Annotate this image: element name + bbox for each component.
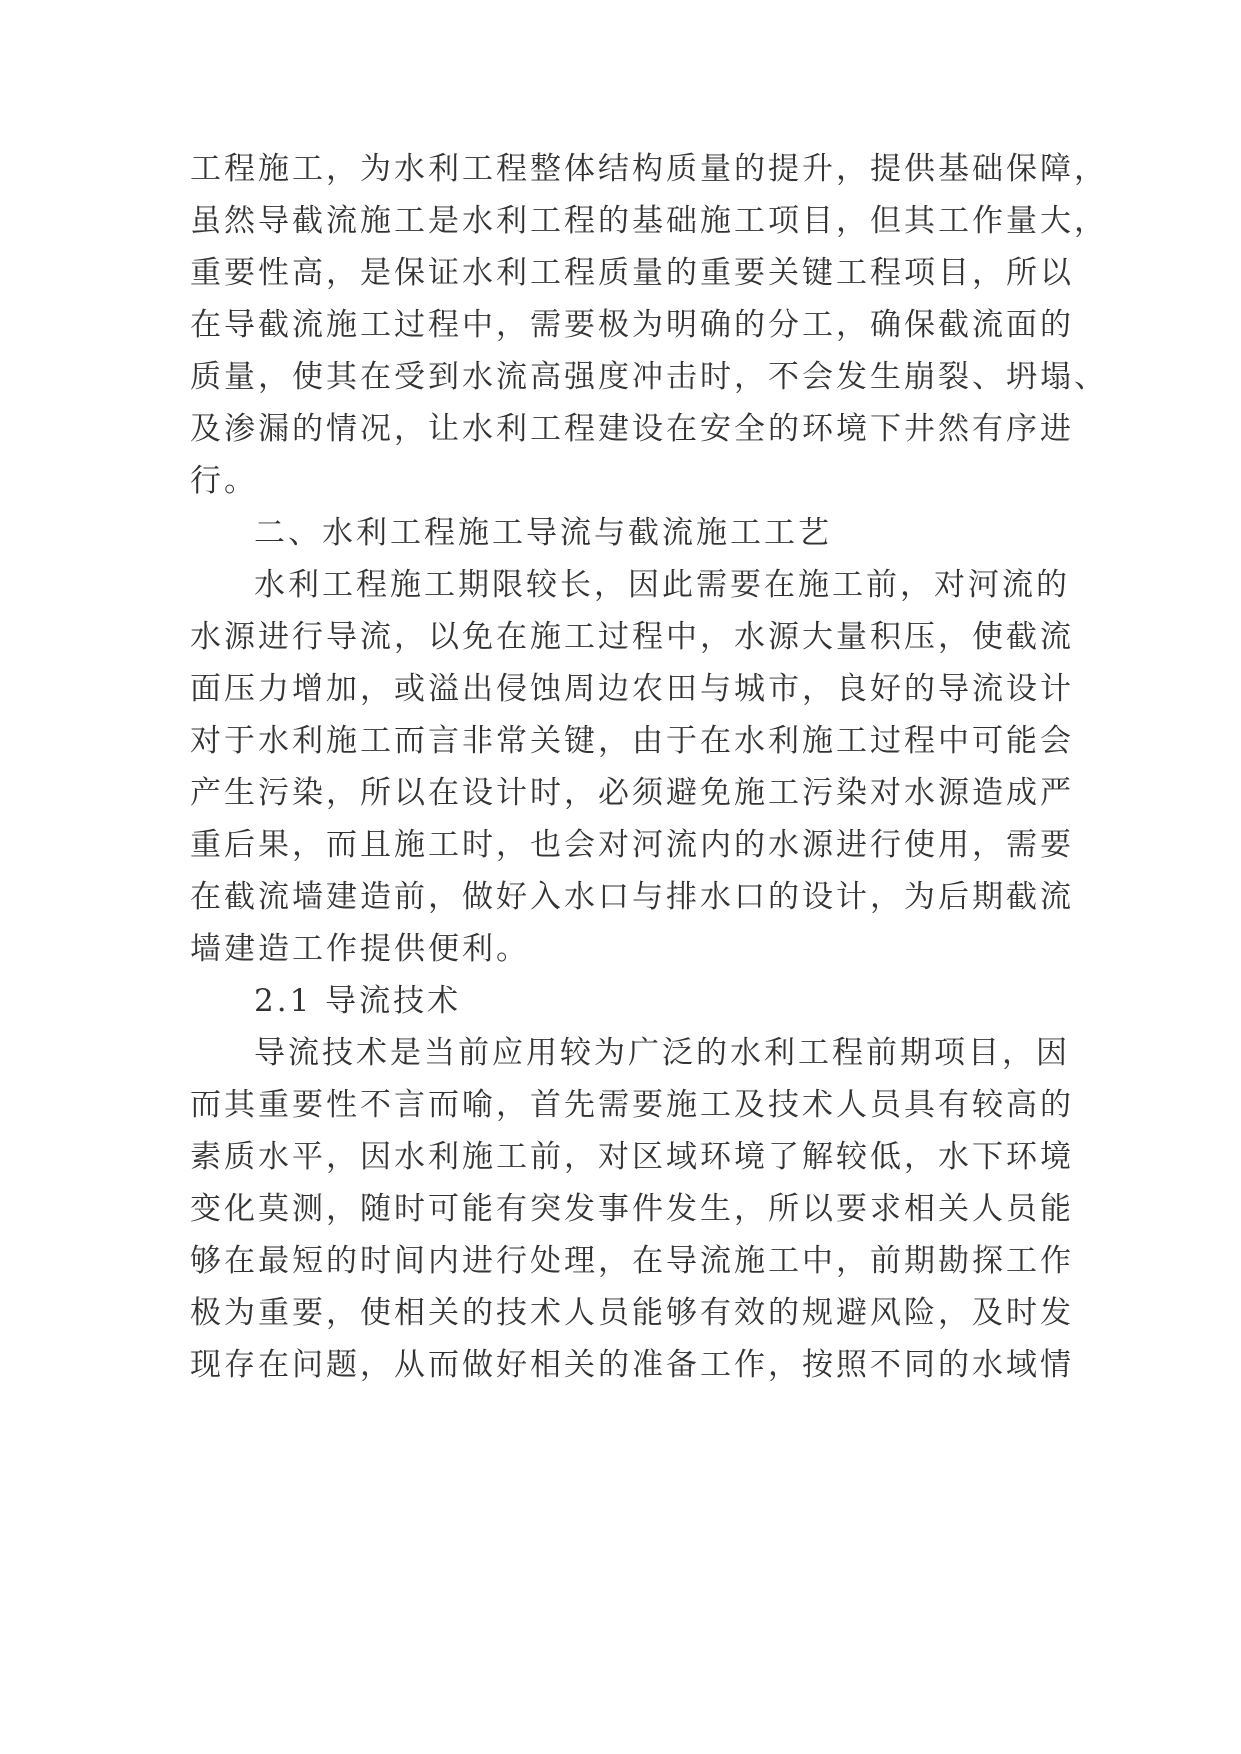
paragraph-line: 素质水平，因水利施工前，对区域环境了解较低，水下环境 xyxy=(190,1139,1074,1175)
paragraph-line: 质量，使其在受到水流高强度冲击时，不会发生崩裂、坍塌、 xyxy=(190,359,1108,395)
paragraph-line: 墙建造工作提供便利。 xyxy=(190,931,530,967)
paragraph-line: 及渗漏的情况，让水利工程建设在安全的环境下井然有序进 xyxy=(190,411,1074,447)
paragraph-line: 面压力增加，或溢出侵蚀周边农田与城市，良好的导流设计 xyxy=(190,671,1074,707)
paragraph-line: 重要性高，是保证水利工程质量的重要关键工程项目，所以 xyxy=(190,255,1074,291)
paragraph-line: 够在最短的时间内进行处理，在导流施工中，前期勘探工作 xyxy=(190,1243,1074,1279)
paragraph-line: 极为重要，使相关的技术人员能够有效的规避风险，及时发 xyxy=(190,1295,1074,1331)
paragraph-line: 在截流墙建造前，做好入水口与排水口的设计，为后期截流 xyxy=(190,879,1074,915)
paragraph-line: 产生污染，所以在设计时，必须避免施工污染对水源造成严 xyxy=(190,775,1074,811)
subsection-heading: 2.1 导流技术 xyxy=(254,983,462,1019)
paragraph-line: 水利工程施工期限较长，因此需要在施工前，对河流的 xyxy=(254,567,1070,603)
paragraph-line: 现存在问题，从而做好相关的准备工作，按照不同的水域情 xyxy=(190,1347,1074,1383)
paragraph-line: 对于水利施工而言非常关键，由于在水利施工过程中可能会 xyxy=(190,723,1074,759)
section-heading: 二、水利工程施工导流与截流施工工艺 xyxy=(254,515,832,551)
paragraph-line: 重后果，而且施工时，也会对河流内的水源进行使用，需要 xyxy=(190,827,1074,863)
paragraph-line: 导流技术是当前应用较为广泛的水利工程前期项目，因 xyxy=(254,1035,1070,1071)
paragraph-line: 水源进行导流，以免在施工过程中，水源大量积压，使截流 xyxy=(190,619,1074,655)
paragraph-line: 变化莫测，随时可能有突发事件发生，所以要求相关人员能 xyxy=(190,1191,1074,1227)
paragraph-line: 在导截流施工过程中，需要极为明确的分工，确保截流面的 xyxy=(190,307,1074,343)
paragraph-line: 行。 xyxy=(190,463,258,499)
paragraph-line: 虽然导截流施工是水利工程的基础施工项目，但其工作量大， xyxy=(190,203,1108,239)
paragraph-line: 而其重要性不言而喻，首先需要施工及技术人员具有较高的 xyxy=(190,1087,1074,1123)
paragraph-line: 工程施工，为水利工程整体结构质量的提升，提供基础保障， xyxy=(190,151,1108,187)
